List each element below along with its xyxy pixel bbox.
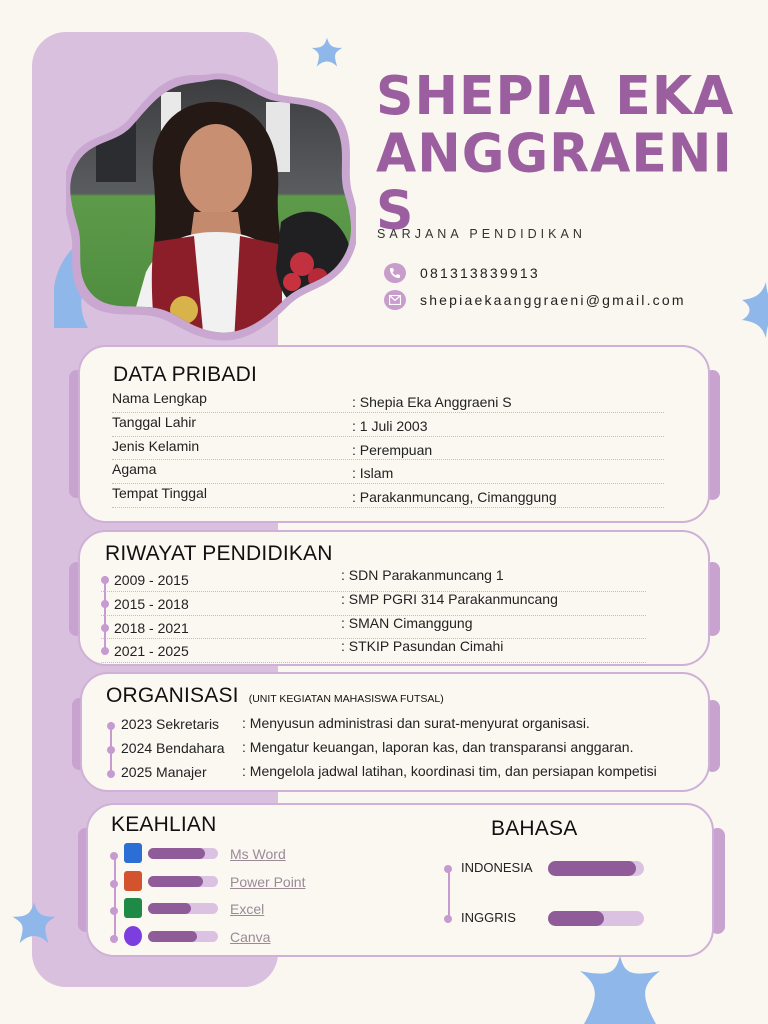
education-row [101, 568, 646, 592]
language-name: INDONESIA [461, 860, 533, 875]
organization-desc: : Mengelola jadwal latihan, koordinasi tim, dan persiapan kompetisi [242, 763, 657, 779]
language-row [444, 907, 684, 957]
skill-name[interactable]: Canva [230, 928, 271, 945]
personal-row [112, 460, 664, 484]
timeline-dot [107, 770, 115, 778]
skill-row [110, 926, 430, 954]
language-name: INGGRIS [461, 910, 516, 925]
phone-icon [384, 263, 406, 283]
powerpoint-icon [124, 871, 142, 891]
row-value: : Parakanmuncang, Cimanggung [352, 489, 557, 505]
organization-role: 2025 Manajer [121, 764, 207, 780]
skill-bar-fill [148, 848, 205, 859]
organization-role: 2023 Sekretaris [121, 716, 220, 732]
personal-row [112, 484, 664, 508]
organization-desc: : Menyusun administrasi dan surat-menyurat organisasi. [242, 715, 590, 731]
organization-row [107, 712, 707, 736]
skill-bar [148, 848, 218, 859]
organization-heading [106, 684, 444, 708]
education-years: 2015 - 2018 [114, 596, 189, 612]
personal-row [112, 413, 664, 437]
star-icon [560, 955, 680, 1024]
skill-list [110, 843, 430, 953]
education-row [101, 639, 646, 663]
skill-bar-fill [148, 876, 203, 887]
personal-data-card [78, 345, 710, 523]
timeline-dot [101, 647, 109, 655]
organization-subtitle: (UNIT KEGIATAN MAHASISWA FUTSAL) [248, 693, 444, 705]
education-years: 2009 - 2015 [114, 572, 189, 588]
timeline-dot [444, 865, 452, 873]
phone-row [384, 263, 540, 283]
language-bar-fill [548, 911, 604, 926]
education-row [101, 616, 646, 639]
organization-rows [107, 712, 707, 784]
organization-desc: : Mengatur keuangan, laporan kas, dan transparansi anggaran. [242, 739, 634, 755]
skill-name[interactable]: Power Point [230, 873, 306, 890]
education-school: : SDN Parakanmuncang 1 [341, 567, 504, 583]
row-label: Nama Lengkap [112, 390, 207, 406]
personal-row [112, 437, 664, 460]
skill-name[interactable]: Ms Word [230, 846, 286, 862]
row-value: : 1 Juli 2003 [352, 418, 428, 434]
education-school: : STKIP Pasundan Cimahi [341, 638, 504, 654]
language-bar-fill [548, 861, 636, 876]
section-title-personal: DATA PRIBADI [113, 363, 257, 386]
skill-row [110, 843, 430, 871]
timeline-dot [444, 915, 452, 923]
timeline-dot [101, 576, 109, 584]
word-icon [124, 843, 142, 863]
skill-row [110, 898, 430, 926]
star-icon [736, 280, 768, 340]
star-icon [10, 900, 58, 948]
canva-icon [124, 926, 142, 946]
timeline-dot [110, 852, 118, 860]
language-bar [548, 911, 644, 926]
section-title-education: RIWAYAT PENDIDIKAN [105, 542, 333, 565]
row-label: Tanggal Lahir [112, 414, 197, 430]
education-rows [101, 568, 646, 663]
degree-title: SARJANA PENDIDIKAN [377, 227, 586, 241]
timeline-dot [101, 600, 109, 608]
section-title-languages: BAHASA [491, 817, 578, 840]
row-value: : Perempuan [352, 442, 433, 458]
timeline-dot [110, 935, 118, 943]
skill-bar [148, 931, 218, 942]
timeline-dot [110, 880, 118, 888]
timeline-dot [101, 624, 109, 632]
organization-row [107, 760, 707, 784]
organization-row [107, 736, 707, 760]
education-row [101, 592, 646, 616]
language-list [444, 857, 684, 957]
skill-bar [148, 876, 218, 887]
skills-card [86, 803, 714, 957]
organization-card [80, 672, 710, 792]
row-value: : Shepia Eka Anggraeni S [352, 394, 512, 410]
candidate-name [376, 66, 756, 242]
email-icon [384, 290, 406, 310]
education-years: 2018 - 2021 [114, 620, 189, 636]
skill-name[interactable]: Excel [230, 901, 265, 917]
section-title-skills: KEAHLIAN [111, 813, 217, 836]
row-value: : Islam [352, 465, 394, 481]
education-years: 2021 - 2025 [114, 643, 189, 659]
name-line-1: SHEPIA EKA [376, 66, 735, 128]
excel-icon [124, 898, 142, 918]
timeline-dot [110, 907, 118, 915]
email-address: shepiaekaanggraeni@gmail.com [420, 292, 686, 308]
skill-bar [148, 903, 218, 914]
organization-role: 2024 Bendahara [121, 740, 225, 756]
profile-photo [66, 72, 356, 342]
row-label: Tempat Tinggal [112, 485, 207, 501]
email-row [384, 290, 686, 310]
education-school: : SMP PGRI 314 Parakanmuncang [341, 591, 558, 607]
education-card [78, 530, 710, 666]
name-line-2: ANGGRAENI S [376, 123, 733, 242]
timeline-dot [107, 722, 115, 730]
personal-row [112, 389, 664, 413]
education-school: : SMAN Cimanggung [341, 615, 473, 631]
section-title-organization: ORGANISASI [106, 684, 239, 707]
row-label: Jenis Kelamin [112, 438, 200, 454]
skill-bar-fill [148, 903, 191, 914]
skill-bar-fill [148, 931, 197, 942]
skill-row [110, 871, 430, 899]
phone-number: 081313839913 [420, 265, 540, 281]
personal-rows [112, 389, 664, 508]
timeline-dot [107, 746, 115, 754]
row-label: Agama [112, 461, 157, 477]
language-bar [548, 861, 644, 876]
star-icon [310, 36, 344, 70]
language-row [444, 857, 684, 907]
